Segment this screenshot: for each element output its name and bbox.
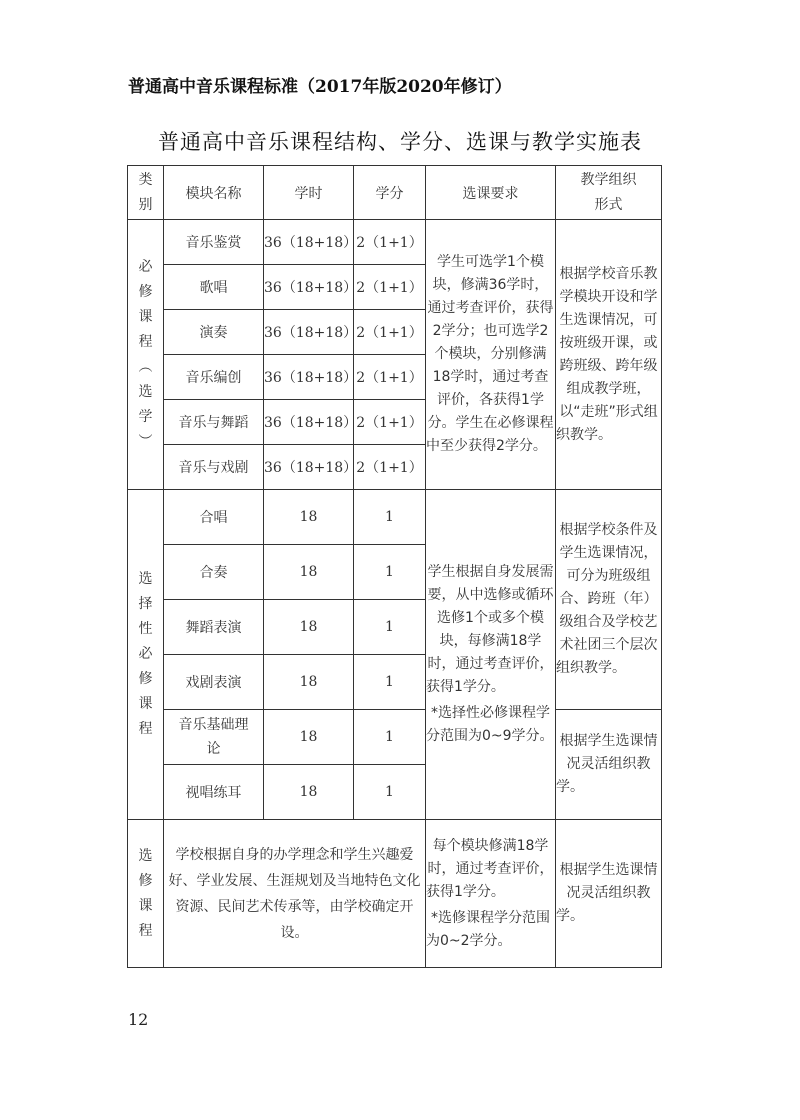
module-hours: 18 xyxy=(264,655,354,710)
header-row xyxy=(128,166,662,220)
module-hours: 36（18+18） xyxy=(264,310,354,355)
header-module: 模块名称 xyxy=(164,166,264,220)
module-hours: 18 xyxy=(264,545,354,600)
module-credits: 1 xyxy=(354,710,426,765)
table-row xyxy=(128,820,662,968)
module-name: 视唱练耳 xyxy=(164,765,264,820)
module-credits: 1 xyxy=(354,655,426,710)
module-name: 合唱 xyxy=(164,490,264,545)
module-name: 音乐与舞蹈 xyxy=(164,400,264,445)
table-row xyxy=(128,710,662,765)
module-name: 舞蹈表演 xyxy=(164,600,264,655)
header-teaching: 教学组织 形式 xyxy=(556,166,662,220)
table-row xyxy=(128,220,662,265)
module-hours: 18 xyxy=(264,710,354,765)
module-hours: 18 xyxy=(264,765,354,820)
compulsory-teaching: 根据学校音乐教学模块开设和学生选课情况，可按班级开课，或跨班级、跨年级组成教学班，以“走班”形式组织教学。 xyxy=(556,220,662,490)
module-credits: 1 xyxy=(354,490,426,545)
module-hours: 36（18+18） xyxy=(264,220,354,265)
selective-requirement xyxy=(426,490,556,820)
module-name: 合奏 xyxy=(164,545,264,600)
module-name: 演奏 xyxy=(164,310,264,355)
module-hours: 36（18+18） xyxy=(264,265,354,310)
elective-teaching: 根据学生选课情况灵活组织教学。 xyxy=(556,820,662,968)
module-hours: 36（18+18） xyxy=(264,400,354,445)
table-title: 普通高中音乐课程结构、学分、选课与教学实施表 xyxy=(158,130,642,154)
module-name: 音乐基础理论 xyxy=(164,710,264,765)
module-hours: 36（18+18） xyxy=(264,355,354,400)
selective-requirement-text: 学生根据自身发展需要，从中选修或循环选修1个或多个模块，每修满18学时，通过考查评价，获得1学分。 xyxy=(426,564,554,695)
module-name: 音乐与戏剧 xyxy=(164,445,264,490)
compulsory-requirement: 学生可选学1个模块，修满36学时，通过考查评价，获得2学分；也可选学2个模块，分别修满18学时，通过考查评价，各获得1学分。学生在必修课程中至少获得2学分。 xyxy=(426,220,556,490)
module-hours: 18 xyxy=(264,600,354,655)
module-hours: 36（18+18） xyxy=(264,445,354,490)
module-name: 音乐编创 xyxy=(164,355,264,400)
header-requirement: 选课要求 xyxy=(426,166,556,220)
page-number: 12 xyxy=(128,1010,149,1029)
category-selective-compulsory: 选 择 性 必 修 课 程 xyxy=(128,490,164,820)
module-credits: 2（1+1） xyxy=(354,265,426,310)
module-hours: 18 xyxy=(264,490,354,545)
module-credits: 1 xyxy=(354,600,426,655)
module-credits: 2（1+1） xyxy=(354,310,426,355)
elective-requirement xyxy=(426,820,556,968)
header-credits: 学分 xyxy=(354,166,426,220)
module-credits: 2（1+1） xyxy=(354,220,426,265)
curriculum-table xyxy=(127,165,662,968)
module-credits: 1 xyxy=(354,545,426,600)
category-elective: 选 修 课 程 xyxy=(128,820,164,968)
selective-teaching-1: 根据学校条件及学生选课情况，可分为班级组合、跨班（年）级组合及学校艺术社团三个层次组织教学。 xyxy=(556,490,662,710)
header-category: 类 别 xyxy=(128,166,164,220)
running-header: 普通高中音乐课程标准（2017年版2020年修订） xyxy=(128,77,512,97)
table-row xyxy=(128,490,662,545)
header-hours: 学时 xyxy=(264,166,354,220)
module-credits: 2（1+1） xyxy=(354,400,426,445)
elective-requirement-text: 每个模块修满18学时，通过考查评价，获得1学分。 xyxy=(426,837,554,900)
module-name: 戏剧表演 xyxy=(164,655,264,710)
elective-requirement-note: *选修课程学分范围为0~2学分。 xyxy=(426,909,550,949)
module-name: 音乐鉴赏 xyxy=(164,220,264,265)
module-name: 歌唱 xyxy=(164,265,264,310)
category-compulsory: 必 修 课 程 ︵ 选 学 ︶ xyxy=(128,220,164,490)
module-credits: 2（1+1） xyxy=(354,445,426,490)
module-credits: 2（1+1） xyxy=(354,355,426,400)
elective-description: 学校根据自身的办学理念和学生兴趣爱好、学业发展、生涯规划及当地特色文化资源、民间艺术传承等，由学校确定开设。 xyxy=(164,820,426,968)
selective-requirement-note: *选择性必修课程学分范围为0~9学分。 xyxy=(426,705,554,744)
module-credits: 1 xyxy=(354,765,426,820)
selective-teaching-2: 根据学生选课情况灵活组织教学。 xyxy=(556,710,662,820)
